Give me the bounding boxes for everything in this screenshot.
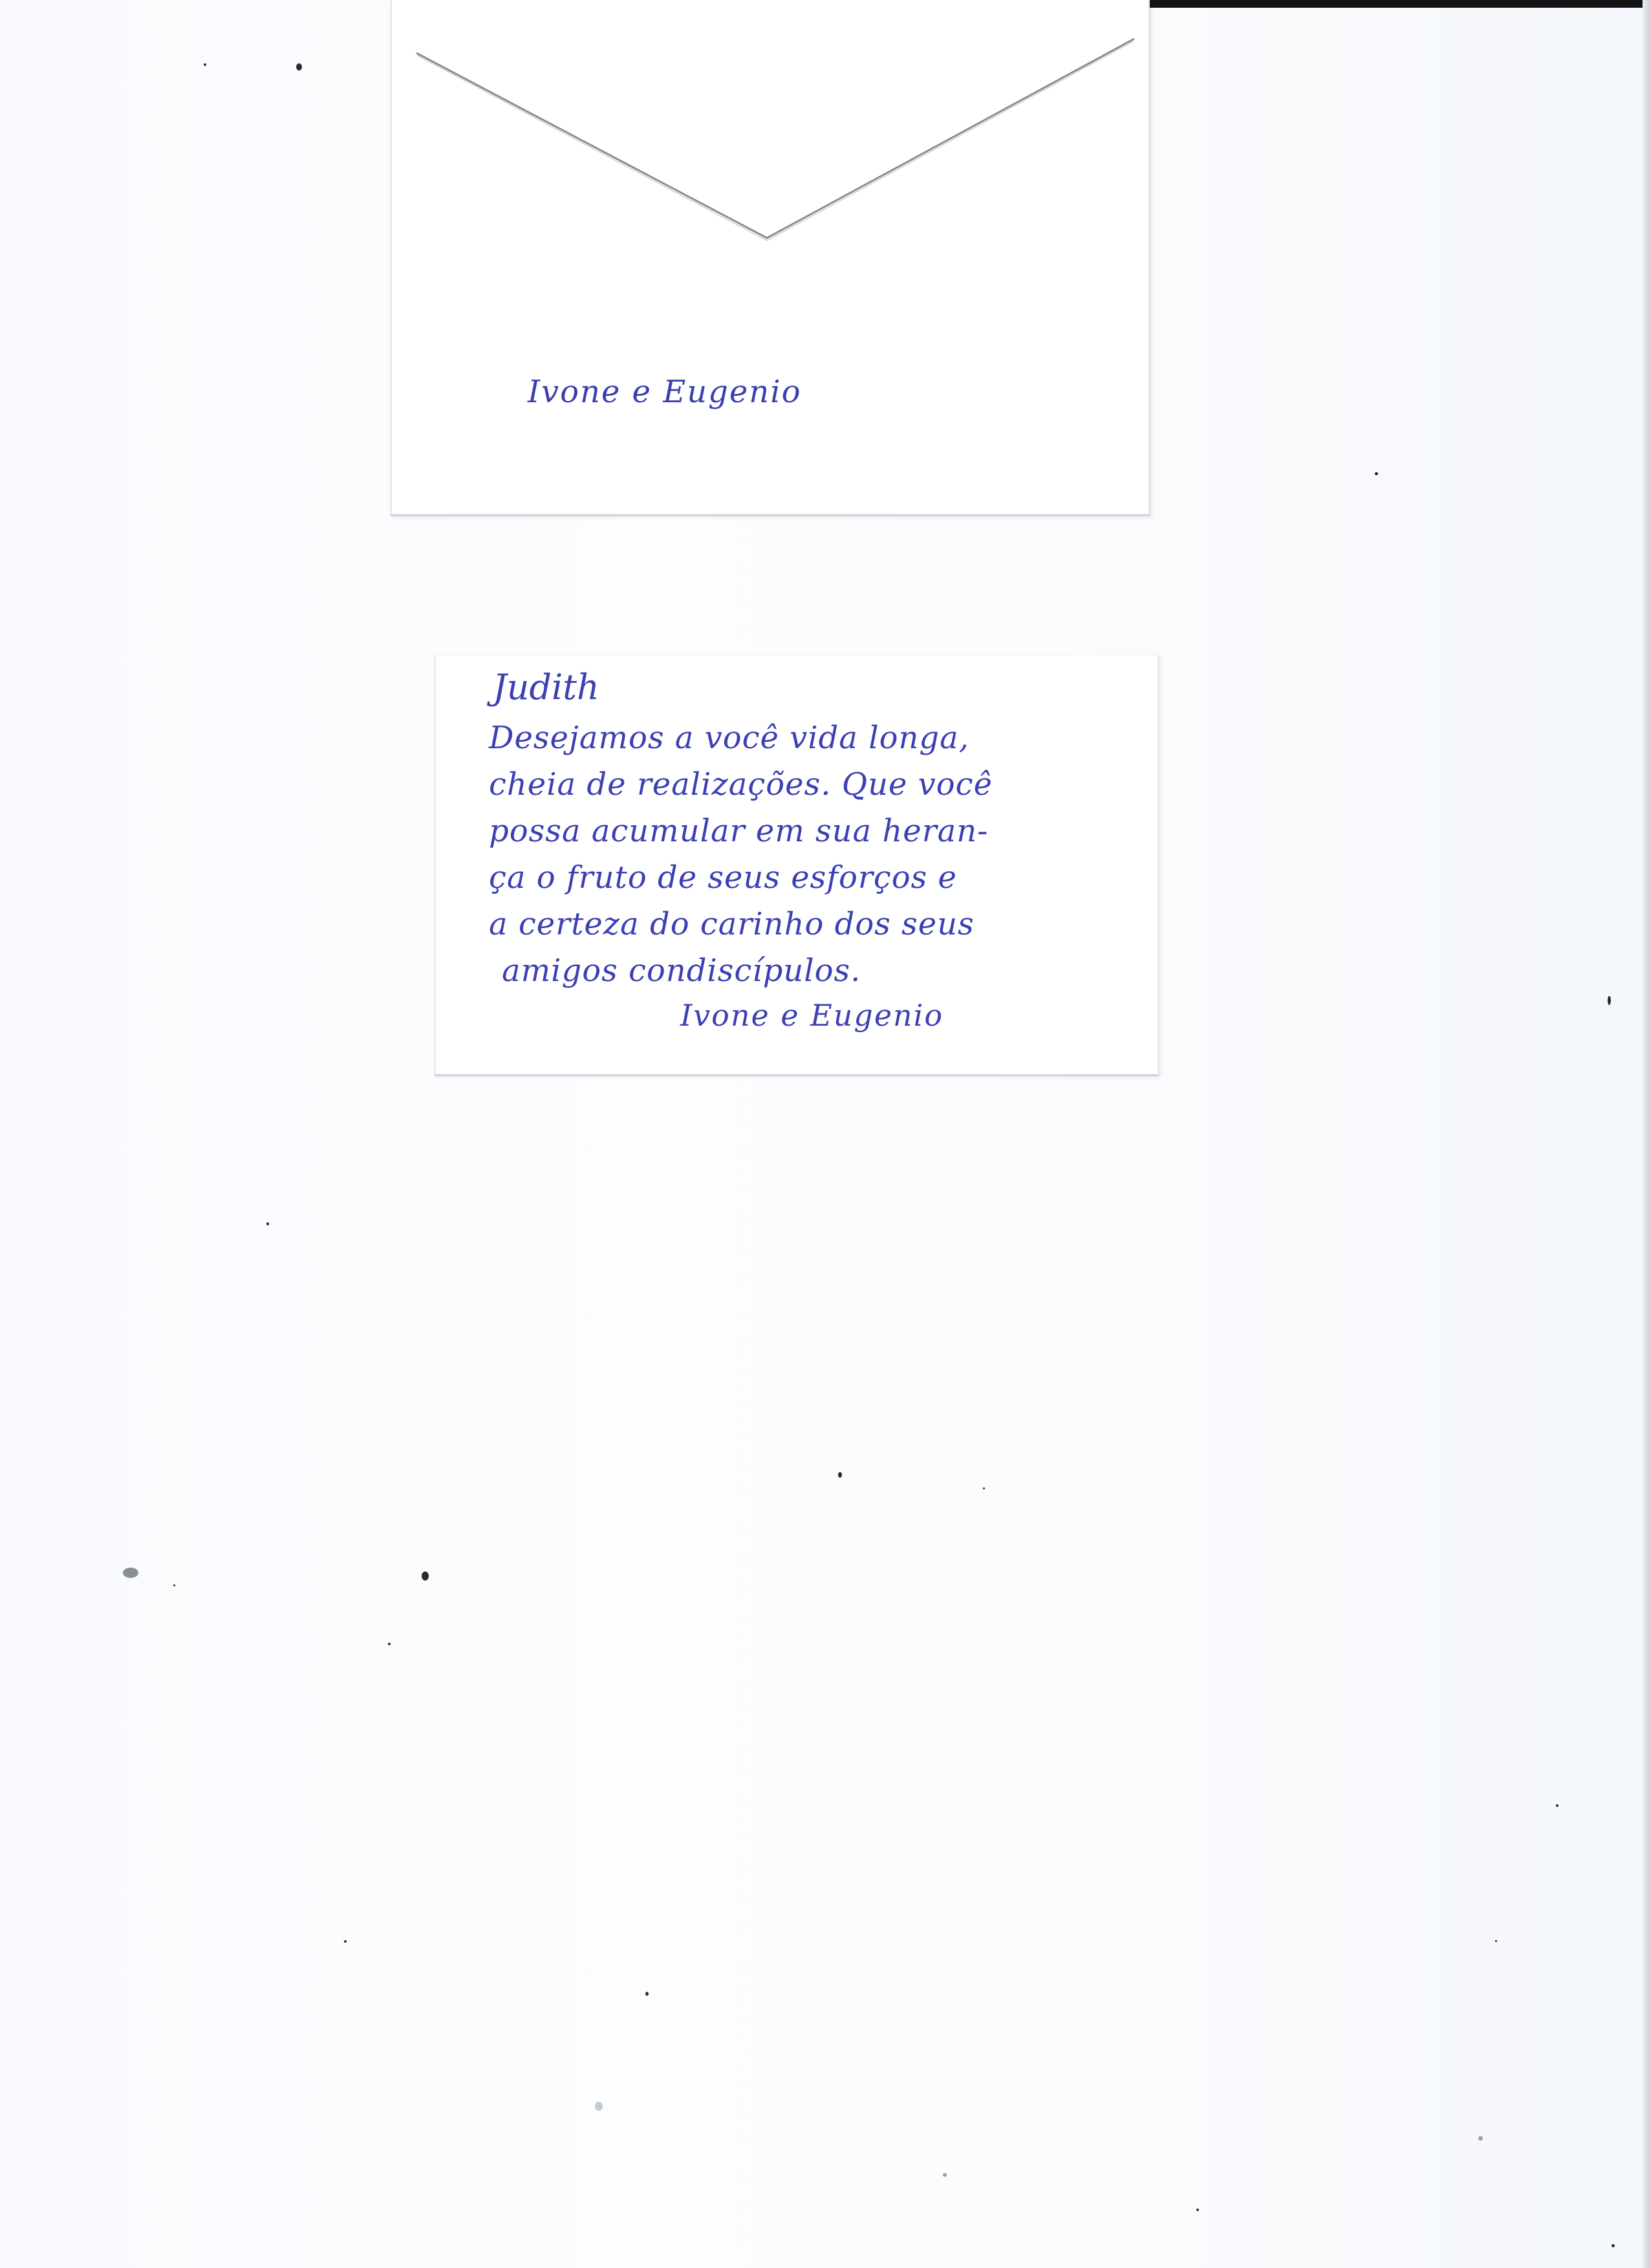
envelope [391, 0, 1150, 514]
dust-speck [645, 1992, 649, 1996]
scan-edge-top [1145, 0, 1649, 8]
dust-speck [344, 1940, 347, 1943]
envelope-sender-name: Ivone e Eugenio [528, 374, 802, 410]
envelope-flap-lines [392, 0, 1148, 259]
card-greeting: Judith [493, 667, 599, 707]
card-message-line: Desejamos a você vida longa, [489, 720, 970, 756]
dust-speck [173, 1584, 175, 1586]
scan-edge-right [1643, 0, 1649, 2268]
dust-speck [943, 2173, 947, 2177]
dust-speck [838, 1472, 842, 1478]
dust-speck [388, 1643, 391, 1645]
dust-speck [983, 1487, 985, 1489]
greeting-card [435, 654, 1159, 1074]
dust-speck [1608, 996, 1611, 1005]
card-message-line: ça o fruto de seus esforços e [489, 859, 957, 896]
card-message-line: possa acumular em sua heran- [489, 813, 989, 849]
card-message-line: amigos condiscípulos. [502, 953, 861, 989]
card-signature: Ivone e Eugenio [680, 998, 944, 1033]
dust-speck [123, 1568, 138, 1578]
dust-speck [204, 63, 206, 66]
dust-speck [1556, 1804, 1558, 1807]
dust-speck [266, 1222, 269, 1226]
dust-speck [296, 63, 302, 70]
dust-speck [1478, 2136, 1483, 2141]
dust-speck [1611, 2244, 1615, 2247]
card-message-line: cheia de realizações. Que você [489, 766, 993, 803]
card-message-line: a certeza do carinho dos seus [489, 906, 975, 942]
dust-speck [422, 1571, 429, 1581]
dust-speck [1375, 472, 1378, 475]
dust-speck [1196, 2209, 1199, 2211]
dust-speck [1495, 1940, 1497, 1942]
dust-speck [595, 2102, 603, 2111]
